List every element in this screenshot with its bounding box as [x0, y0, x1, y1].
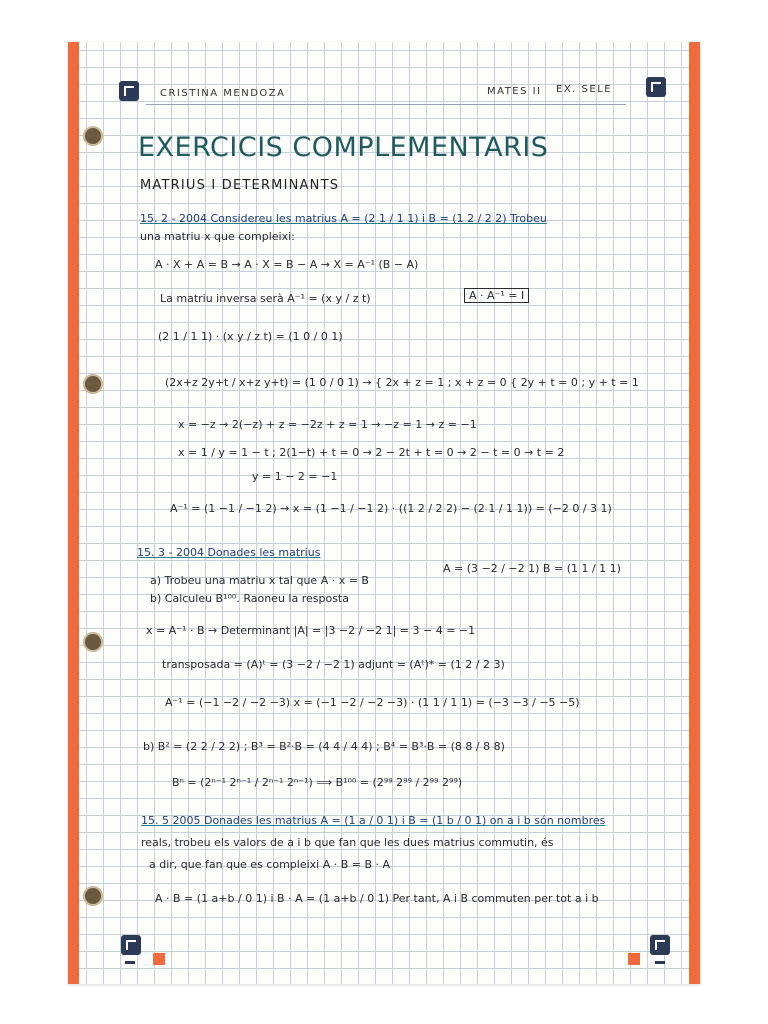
task-b: b) Calculeu B¹⁰⁰. Raoneu la resposta [150, 592, 349, 605]
corner-mark-icon [650, 935, 670, 955]
binder-hole [83, 374, 103, 394]
equation-line: x = A⁻¹ · B → Determinant |A| = |3 −2 / −2 1| = 3 − 4 = −1 [146, 624, 476, 637]
result-line: A⁻¹ = (1 −1 / −1 2) → x = (1 −1 / −1 2) · ((1 2 / 2 2) − (2 1 / 1 1)) = (−2 0 / 3 1) [170, 502, 612, 515]
exercise-3-statement: 15. 5 2005 Donades les matrius A = (1 a / 0 1) i B = (1 b / 0 1) on a i b són nombres [141, 814, 606, 827]
equation-line: y = 1 − 2 = −1 [252, 470, 338, 483]
binder-hole [83, 126, 103, 146]
exercise-1-statement: 15. 2 - 2004 Considereu les matrius A = (2 1 / 1 1) i B = (1 2 / 2 2) Trobeu [140, 212, 547, 225]
boxed-identity: A · A⁻¹ = I [464, 288, 529, 303]
exercise-2-statement: 15. 3 - 2004 Donades les matrius [137, 546, 321, 559]
corner-mark-icon [121, 935, 141, 955]
header-exam: EX. SELE [556, 84, 613, 95]
equation-line: transposada = (A)ᵗ = (3 −2 / −2 1) adjunt = (Aᵗ)* = (1 2 / 2 3) [162, 658, 505, 671]
matrices-definition: A = (3 −2 / −2 1) B = (1 1 / 1 1) [443, 562, 621, 575]
equation-line: x = 1 / y = 1 − t ; 2(1−t) + t = 0 → 2 − 2t + t = 0 → 2 − t = 0 → t = 2 [178, 446, 565, 459]
result-line: Bⁿ = (2ⁿ⁻¹ 2ⁿ⁻¹ / 2ⁿ⁻¹ 2ⁿ⁻¹) ⟹ B¹⁰⁰ = (2⁹⁹ 2⁹⁹ / 2⁹⁹ 2⁹⁹) [172, 776, 463, 789]
equation-line: b) B² = (2 2 / 2 2) ; B³ = B²·B = (4 4 / 4 4) ; B⁴ = B³·B = (8 8 / 8 8) [143, 740, 505, 753]
page-title: EXERCICIS COMPLEMENTARIS [138, 132, 549, 163]
equation-line: La matriu inversa serà A⁻¹ = (x y / z t) [160, 292, 371, 305]
equation-line: (2x+z 2y+t / x+z y+t) = (1 0 / 0 1) → { 2x + z = 1 ; x + z = 0 { 2y + t = 0 ; y + t = 1 [165, 376, 639, 389]
equation-line: x = −z → 2(−z) + z = −2z + z = 1 → −z = 1 → z = −1 [178, 418, 477, 431]
corner-dash-icon [655, 961, 665, 964]
section-subtitle: MATRIUS I DETERMINANTS [140, 178, 340, 193]
exercise-3-statement-cont: a dir, que fan que es compleixi A · B = B · A [149, 858, 391, 871]
equation-line: (2 1 / 1 1) · (x y / z t) = (1 0 / 0 1) [158, 330, 343, 343]
binder-hole [83, 632, 103, 652]
equation-line: A⁻¹ = (−1 −2 / −2 −3) x = (−1 −2 / −2 −3) · (1 1 / 1 1) = (−3 −3 / −5 −5) [165, 696, 580, 709]
corner-dash-icon [125, 961, 135, 964]
task-a: a) Trobeu una matriu x tal que A · x = B [150, 574, 369, 587]
corner-mark-icon [119, 81, 139, 101]
equation-line: A · X + A = B → A · X = B − A → X = A⁻¹ (B − A) [155, 258, 419, 271]
left-margin-stripe [68, 42, 79, 984]
exercise-1-statement-cont: una matriu x que compleixi: [140, 230, 295, 243]
result-line: A · B = (1 a+b / 0 1) i B · A = (1 a+b / 0 1) Per tant, A i B commuten per tot a i b [155, 892, 599, 905]
exercise-3-statement-cont: reals, trobeu els valors de a i b que fan que les dues matrius commutin, és [141, 836, 554, 849]
binder-hole [83, 886, 103, 906]
header-rule [146, 104, 626, 105]
corner-mark-icon [646, 77, 666, 97]
header-name: CRISTINA MENDOZA [160, 88, 286, 99]
header-subject: MATES II [487, 86, 542, 97]
corner-square-icon [628, 953, 640, 965]
right-margin-stripe [689, 42, 700, 984]
corner-square-icon [153, 953, 165, 965]
